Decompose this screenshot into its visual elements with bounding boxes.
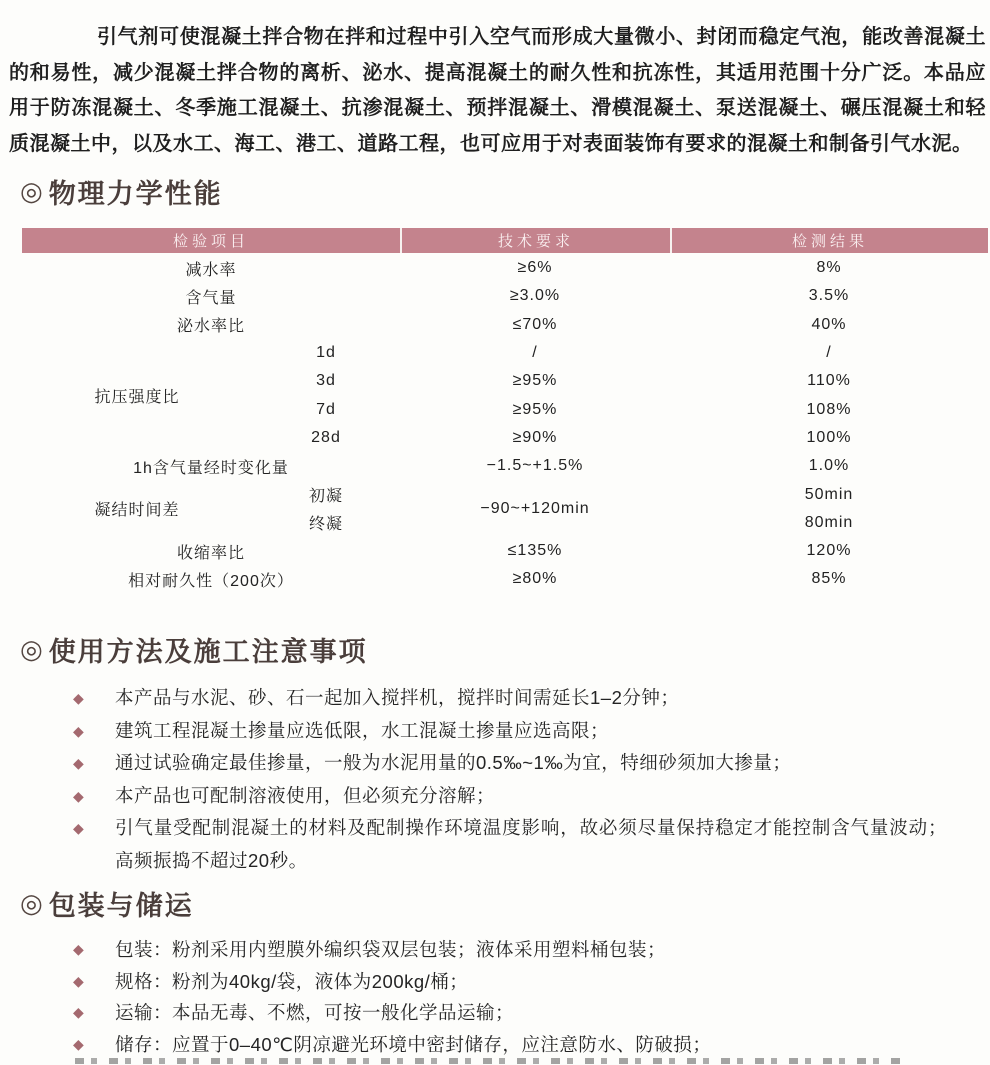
diamond-bullet-icon: ◆ <box>73 1035 84 1052</box>
table-cell-requirement: ≥95% <box>512 372 558 390</box>
table-cell-item: 含气量 <box>185 289 237 307</box>
list-item-text: 建筑工程混凝土掺量应选低限，水工混凝土掺量应选高限； <box>115 719 610 741</box>
table-header-result: 检测结果 <box>670 228 988 253</box>
table-cell-item: 1h含气量经时变化量 <box>133 459 289 477</box>
table-cell-result: 100% <box>806 428 852 446</box>
table-cell-result: 108% <box>806 400 852 418</box>
diamond-bullet-icon: ◆ <box>73 690 84 706</box>
usage-notes-list <box>73 682 953 877</box>
list-item <box>73 715 953 748</box>
table-cell-result: 50min <box>804 485 854 503</box>
performance-table <box>22 228 988 594</box>
list-item <box>73 682 953 715</box>
list-item-text: 本产品也可配制溶液使用，但必须充分溶解； <box>115 784 496 806</box>
table-header-item: 检验项目 <box>172 233 249 250</box>
table-subcell-phase: 初凝 <box>308 488 343 506</box>
section-title: 物理力学性能 <box>48 179 223 209</box>
cutoff-text-line <box>75 1058 903 1064</box>
diamond-bullet-icon: ◆ <box>73 941 84 957</box>
intro-paragraph: 引气剂可使混凝土拌合物在拌和过程中引入空气而形成大量微小、封闭而稳定气泡，能改善混凝土的和易性，减少混凝土拌合物的离析、泌水、提高混凝土的耐久性和抗冻性，其适用范围十分广泛。本品应用于防冻混凝土、冬季施工混凝土、抗渗混凝土、预拌混凝土、滑模混凝土、泵送混凝土、碾压混凝土和轻质混凝土中，以及水工、海工、港工、道路工程，也可应用于对表面装饰有要求的混凝土和制备引气水泥。 <box>9 26 986 155</box>
table-group-label-setting: 凝结时间差 <box>94 502 180 520</box>
table-cell-result: 3.5% <box>808 287 850 305</box>
table-header-requirement: 技术要求 <box>400 228 670 253</box>
section-heading-packaging <box>20 884 194 923</box>
packaging-notes-list <box>73 934 953 1060</box>
table-cell-result: 1.0% <box>808 457 850 475</box>
table-cell-requirement: ≤70% <box>512 315 558 333</box>
diamond-bullet-icon: ◆ <box>73 820 84 836</box>
list-item <box>73 1029 953 1061</box>
table-cell-result: 85% <box>811 570 847 588</box>
table-cell-item: 减水率 <box>185 261 237 279</box>
diamond-bullet-icon: ◆ <box>73 972 84 989</box>
table-body <box>22 253 988 594</box>
table-cell-requirement: ≤135% <box>507 542 563 560</box>
list-item-text: 规格：粉剂为40kg/袋，液体为200kg/桶； <box>115 970 469 992</box>
section-heading-usage <box>20 630 368 669</box>
table-cell-requirement: / <box>532 344 538 362</box>
table-cell-result: 120% <box>806 542 852 560</box>
diamond-bullet-icon: ◆ <box>73 722 84 739</box>
table-cell-item: 相对耐久性（200次） <box>128 572 294 590</box>
list-item-text: 运输：本品无毒、不燃，可按一般化学品运输； <box>115 1002 515 1023</box>
table-cell-requirement: ≥95% <box>512 400 558 418</box>
list-item <box>73 812 953 877</box>
table-subcell-age: 1d <box>316 344 336 362</box>
double-circle-icon: ◎ <box>20 634 43 664</box>
diamond-bullet-icon: ◆ <box>73 1004 84 1020</box>
list-item-text: 储存：应置于0–40℃阴凉避光环境中密封储存，应注意防水、防破损； <box>115 1033 712 1055</box>
diamond-bullet-icon: ◆ <box>73 787 84 804</box>
list-item <box>73 997 953 1029</box>
table-cell-result: 8% <box>816 259 842 277</box>
section-title: 包装与储运 <box>48 891 194 921</box>
list-item <box>73 966 953 998</box>
double-circle-icon: ◎ <box>20 176 43 206</box>
table-cell-result: 80min <box>804 513 854 531</box>
table-cell-item: 泌水率比 <box>176 318 245 336</box>
table-cell-result: / <box>826 344 832 362</box>
table-cell-requirement: −90~+120min <box>480 499 590 517</box>
section-heading-physical <box>20 172 223 211</box>
table-cell-item: 收缩率比 <box>176 544 245 562</box>
list-item-text: 引气量受配制混凝土的材料及配制操作环境温度影响，故必须尽量保持稳定才能控制含气量波动；高频振捣不超过20秒。 <box>115 817 947 871</box>
section-title: 使用方法及施工注意事项 <box>48 637 368 667</box>
list-item-text: 本产品与水泥、砂、石一起加入搅拌机，搅拌时间需延长1–2分钟； <box>115 687 680 708</box>
double-circle-icon: ◎ <box>20 888 43 918</box>
table-subcell-age: 28d <box>311 428 341 446</box>
table-cell-requirement: ≥90% <box>512 428 558 446</box>
table-cell-requirement: ≥3.0% <box>509 287 561 305</box>
table-cell-requirement: ≥80% <box>512 570 558 588</box>
table-cell-requirement: ≥6% <box>517 259 553 277</box>
table-subcell-age: 3d <box>316 372 336 390</box>
list-item <box>73 934 953 966</box>
table-cell-result: 40% <box>811 315 847 333</box>
list-item <box>73 780 953 813</box>
list-item-text: 包装：粉剂采用内塑膜外编织袋双层包装；液体采用塑料桶包装； <box>115 939 667 960</box>
table-group-label-compressive: 抗压强度比 <box>94 388 180 406</box>
table-cell-requirement: −1.5~+1.5% <box>486 457 584 475</box>
diamond-bullet-icon: ◆ <box>73 755 84 771</box>
table-cell-result: 110% <box>807 372 851 390</box>
list-item-text: 通过试验确定最佳掺量，一般为水泥用量的0.5‰~1‰为宜，特细砂须加大掺量； <box>115 752 792 773</box>
table-subcell-phase: 终凝 <box>308 516 343 534</box>
list-item <box>73 747 953 780</box>
table-subcell-age: 7d <box>316 400 336 418</box>
table-header-row <box>22 228 988 253</box>
